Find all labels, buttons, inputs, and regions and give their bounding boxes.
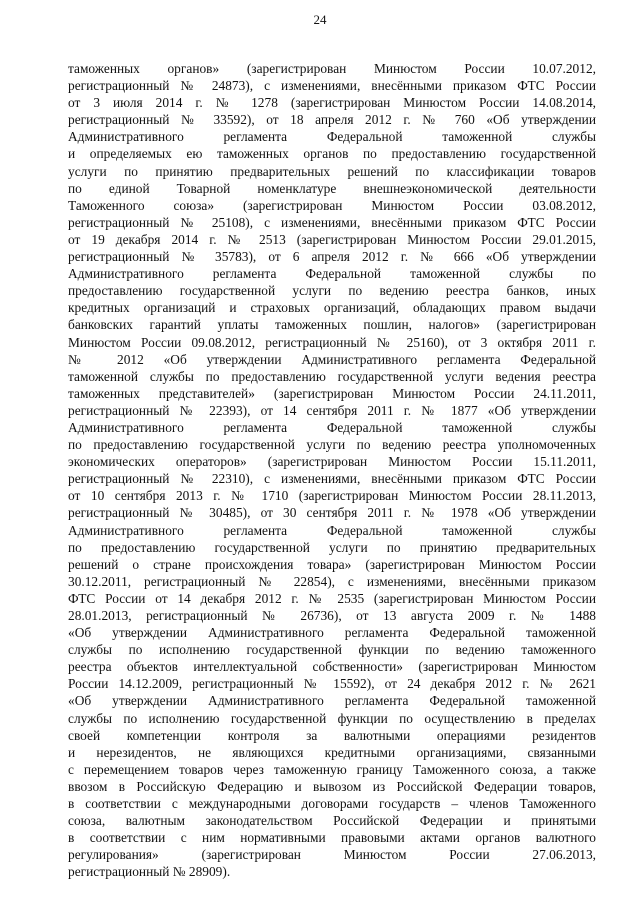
text-line: в соответствии с ним нормативными правовыми актами органов валютного (68, 830, 596, 846)
text-line: регистрационный № 24873), с изменениями, внесёнными приказом ФТС России (68, 78, 596, 94)
text-line: регистрационный № 22393), от 14 сентября 2011 г. № 1877 «Об утверждении (68, 402, 596, 418)
text-line: кредитных организаций и страховых организаций, обладающих правом выдачи (68, 300, 596, 316)
text-line: Таможенного союза» (зарегистрирован Минюстом России 03.08.2012, (68, 197, 596, 213)
text-line: 30.12.2011, регистрационный № 22854), с изменениями, внесёнными приказом (68, 573, 596, 589)
text-line: экономических операторов» (зарегистрирован Минюстом России 15.11.2011, (68, 454, 596, 470)
text-line: в соответствии с международными договорами государств – членов Таможенного (68, 796, 596, 812)
text-line: по единой Товарной номенклатуре внешнеэкономической деятельности (68, 180, 596, 196)
text-line: регистрационный № 25108), с изменениями, внесёнными приказом ФТС России (68, 214, 596, 230)
text-line: ввозом в Российскую Федерацию и вывозом из Российской Федерации товаров, (68, 778, 596, 794)
text-line: регистрационный № 22310), с изменениями, внесёнными приказом ФТС России (68, 471, 596, 487)
text-line: от 3 июля 2014 г. № 1278 (зарегистрирован Минюстом России 14.08.2014, (68, 95, 596, 111)
text-line: Административного регламента Федеральной таможенной службы (68, 522, 596, 538)
text-line: банковских гарантий уплаты таможенных пошлин, налогов» (зарегистрирован (68, 317, 596, 333)
text-line: таможенной службы по предоставлению государственной услуги ведения реестра (68, 368, 596, 384)
text-line: регистрационный № 28909). (68, 864, 231, 880)
text-line: регулирования» (зарегистрирован Минюстом России 27.06.2013, (68, 847, 596, 863)
text-line: от 19 декабря 2014 г. № 2513 (зарегистрирован Минюстом России 29.01.2015, (68, 231, 596, 247)
text-line: таможенных органов» (зарегистрирован Минюстом России 10.07.2012, (68, 61, 596, 76)
text-line: Административного регламента Федеральной таможенной службы (68, 419, 596, 435)
text-line: Административного регламента Федеральной таможенной службы (68, 129, 596, 145)
text-line: регистрационный № 33592), от 18 апреля 2012 г. № 760 «Об утверждении (68, 112, 596, 128)
text-line: и нерезидентов, не являющихся кредитными организациями, связанными (68, 744, 596, 760)
text-line: № 2012 «Об утверждении Административного регламента Федеральной (68, 351, 596, 367)
text-line: службы по исполнению государственной функции по осуществлению в пределах (68, 710, 596, 726)
text-line: 28.01.2013, регистрационный № 26736), от 13 августа 2009 г. № 1488 (68, 608, 596, 623)
text-line: по предоставлению государственной услуги по ведению реестра уполномоченных (68, 437, 596, 453)
text-line: услуги по принятию предварительных решений по классификации товаров (68, 163, 596, 179)
text-line: России 14.12.2009, регистрационный № 15592), от 24 декабря 2012 г. № 2621 (68, 676, 596, 692)
text-line: ФТС России от 14 декабря 2012 г. № 2535 (зарегистрирован Минюстом России (68, 590, 596, 606)
page-number: 24 (313, 12, 327, 27)
text-line: Минюстом России 09.08.2012, регистрационный № 25160), от 3 октября 2011 г. (68, 334, 596, 350)
text-line: предоставлению государственной услуги по ведению реестра банков, иных (68, 283, 596, 299)
text-line: и определяемых ею таможенных органов по предоставлению государственной (68, 146, 596, 162)
text-line: союза, валютным законодательством Российской Федерации и принятыми (68, 813, 596, 829)
text-line: решений о стране происхождения товара» (зарегистрирован Минюстом России (68, 556, 596, 572)
text-line: «Об утверждении Административного регламента Федеральной таможенной (68, 693, 596, 709)
text-line: регистрационный № 30485), от 30 сентября 2011 г. № 1978 «Об утверждении (68, 505, 596, 521)
text-line: регистрационный № 35783), от 6 апреля 2012 г. № 666 «Об утверждении (68, 249, 596, 265)
text-line: таможенных представителей» (зарегистрирован Минюстом России 24.11.2011, (68, 385, 596, 401)
text-line: реестра объектов интеллектуальной собственности» (зарегистрирован Минюстом (68, 659, 596, 675)
text-line: Административного регламента Федеральной таможенной службы по (68, 266, 596, 282)
text-line: от 10 сентября 2013 г. № 1710 (зарегистрирован Минюстом России 28.11.2013, (68, 488, 596, 504)
body-text (68, 60, 596, 881)
text-line: по предоставлению государственной услуги по принятию предварительных (68, 539, 596, 555)
text-line: службы по исполнению государственной функции по ведению таможенного (68, 642, 596, 658)
text-line: с перемещением товаров через таможенную границу Таможенного союза, а также (68, 761, 596, 777)
text-line: своей компетенции контроля за валютными операциями резидентов (68, 727, 596, 743)
text-line: «Об утверждении Административного регламента Федеральной таможенной (68, 625, 596, 641)
